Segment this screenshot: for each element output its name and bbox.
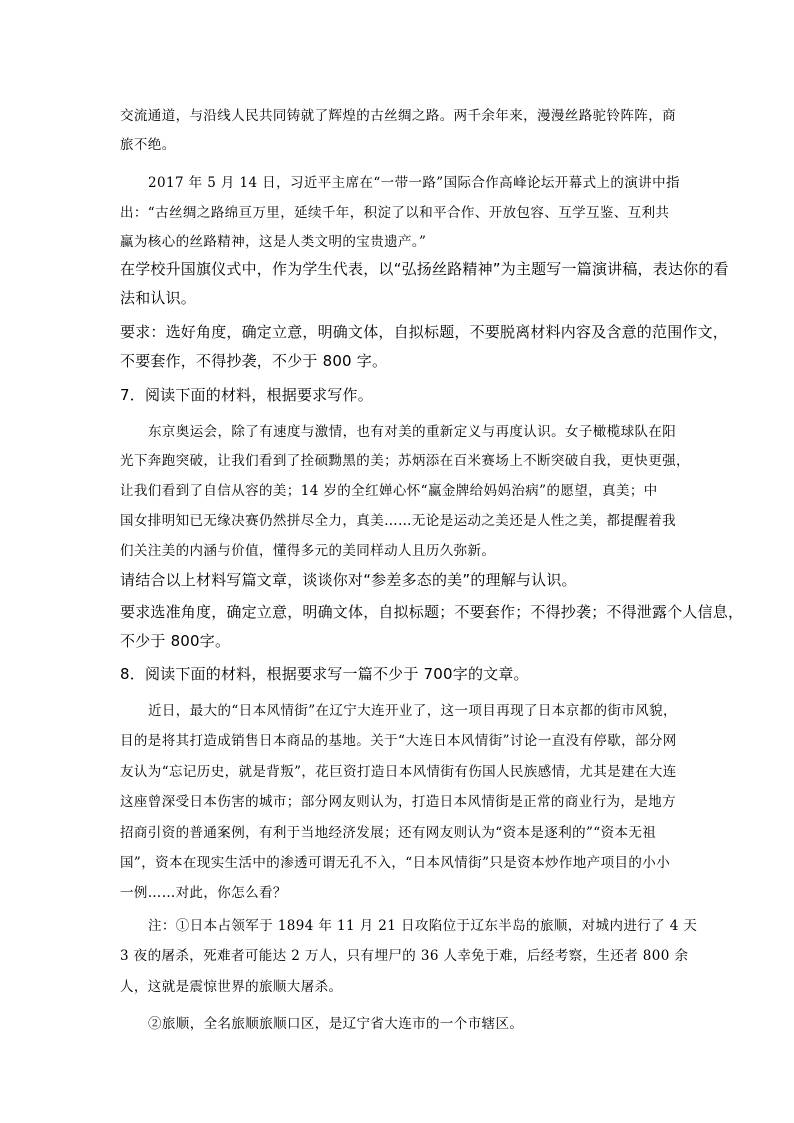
- text-line: 要求选准角度，确定立意，明确文体，自拟标题；不要套作；不得抄袭；不得泄露个人信息，: [120, 603, 744, 621]
- note-line: 注：①日本占领军于 1894 年 11 月 21 日攻陷位于辽东半岛的旅顺，对城内进行了 4 天: [148, 918, 698, 934]
- text-line: 在学校升国旗仪式中，作为学生代表，以“弘扬丝路精神”为主题写一篇演讲稿，表达你的看: [120, 260, 729, 278]
- note-line: 3 夜的屠杀，死难者可能达 2 万人，只有埋尸的 36 人幸免于难，后经考察，生还者 800 余: [120, 948, 689, 964]
- question-heading: 8．阅读下面的材料，根据要求写一篇不少于 700字的文章。: [120, 665, 529, 683]
- note-line: ②旅顺，全名旅顺旅顺口区，是辽宁省大连市的一个市辖区。: [148, 1016, 524, 1032]
- text-line: 这座曾深受日本伤害的城市；部分网友则认为，打造日本风情街是正常的商业行为，是地方: [120, 794, 676, 810]
- text-line: 让我们看到了自信从容的美；14 岁的全红婵心怀“赢金牌给妈妈治病”的愿望，真美；中: [120, 483, 658, 499]
- text-line: 不少于 800字。: [120, 632, 231, 650]
- text-line: 旅不绝。: [120, 137, 176, 153]
- text-line: 一例……对此，你怎么看？: [120, 885, 287, 901]
- text-line: 友认为“忘记历史，就是背叛”，花巨资打造日本风情街有伤国人民族感情，尤其是建在大连: [120, 764, 677, 780]
- note-line: 人，这就是震惊世界的旅顺大屠杀。: [120, 979, 343, 995]
- text-line: 目的是将其打造成销售日本商品的基地。关于“大连日本风情街”讨论一直没有停歇，部分网: [120, 733, 677, 749]
- text-line: 交流通道，与沿线人民共同铸就了辉煌的古丝绸之路。两千余年来，漫漫丝路驼铃阵阵，商: [120, 108, 676, 124]
- text-line: 法和认识。: [120, 289, 197, 307]
- text-line: 国”，资本在现实生活中的渗透可谓无孔不入，“日本风情街”只是资本炒作地产项目的小小: [120, 855, 671, 871]
- text-line: 请结合以上材料写篇文章，谈谈你对“参差多态的美”的理解与认识。: [120, 571, 577, 589]
- text-line: 东京奥运会，除了有速度与激情，也有对美的重新定义与再度认识。女子橄榄球队在阳: [148, 424, 677, 440]
- text-line: 出：“古丝绸之路绵亘万里，延续千年，积淀了以和平合作、开放包容、互学互鉴、互利共: [120, 205, 670, 221]
- text-line: 招商引资的普通案例，有利于当地经济发展；还有网友则认为“资本是逐利的”“资本无祖: [120, 825, 657, 841]
- text-line: 赢为核心的丝路精神，这是人类文明的宝贵遗产。”: [120, 234, 427, 250]
- question-heading: 7．阅读下面的材料，根据要求写作。: [120, 386, 373, 404]
- text-line: 们关注美的内涵与价值，懂得多元的美同样动人且历久弥新。: [120, 543, 496, 559]
- text-line: 近日，最大的“日本风情街”在辽宁大连开业了，这一项目再现了日本京都的街市风貌，: [148, 703, 677, 719]
- text-line: 要求：选好角度，确定立意，明确文体，自拟标题，不要脱离材料内容及含意的范围作文，: [120, 323, 729, 341]
- text-line: 国女排明知已无缘决赛仍然拼尽全力，真美……无论是运动之美还是人性之美，都提醒着我: [120, 513, 676, 529]
- text-line: 2017 年 5 月 14 日，习近平主席在“一带一路”国际合作高峰论坛开幕式上的演讲中指: [148, 175, 680, 191]
- text-line: 光下奔跑突破，让我们看到了拴硕黝黑的美；苏炳添在百米赛场上不断突破自我，更快更强，: [120, 453, 690, 469]
- text-line: 不要套作，不得抄袭，不少于 800 字。: [120, 352, 388, 370]
